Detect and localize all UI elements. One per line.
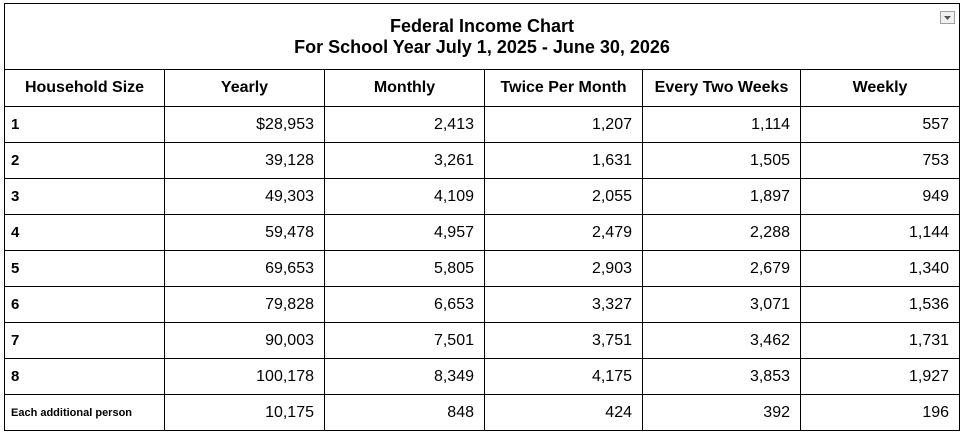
every-two-weeks-cell: 3,462	[643, 323, 801, 359]
household-size-cell: 4	[5, 215, 165, 251]
monthly-cell: 6,653	[325, 287, 485, 323]
twice-per-month-cell: 1,631	[485, 143, 643, 179]
every-two-weeks-cell: 1,897	[643, 179, 801, 215]
weekly-cell: 1,144	[801, 215, 960, 251]
header-household-size: Household Size	[5, 70, 165, 107]
weekly-cell: 1,927	[801, 359, 960, 395]
table-row	[5, 395, 960, 431]
monthly-cell: 8,349	[325, 359, 485, 395]
every-two-weeks-cell: 1,114	[643, 107, 801, 143]
table-title	[5, 4, 960, 70]
yearly-cell: 39,128	[165, 143, 325, 179]
chevron-down-icon[interactable]	[940, 11, 955, 24]
every-two-weeks-cell: 3,853	[643, 359, 801, 395]
monthly-cell: 5,805	[325, 251, 485, 287]
weekly-cell: 753	[801, 143, 960, 179]
weekly-cell: 1,731	[801, 323, 960, 359]
monthly-cell: 7,501	[325, 323, 485, 359]
every-two-weeks-cell: 1,505	[643, 143, 801, 179]
twice-per-month-cell: 2,903	[485, 251, 643, 287]
title-row	[5, 4, 960, 70]
household-size-cell: Each additional person	[5, 395, 165, 431]
income-chart-container	[4, 3, 961, 431]
monthly-cell: 4,957	[325, 215, 485, 251]
yearly-cell: 49,303	[165, 179, 325, 215]
weekly-cell: 196	[801, 395, 960, 431]
every-two-weeks-cell: 392	[643, 395, 801, 431]
yearly-cell: 69,653	[165, 251, 325, 287]
table-row	[5, 215, 960, 251]
table-row	[5, 251, 960, 287]
household-size-cell: 7	[5, 323, 165, 359]
twice-per-month-cell: 2,055	[485, 179, 643, 215]
twice-per-month-cell: 3,327	[485, 287, 643, 323]
household-size-cell: 3	[5, 179, 165, 215]
weekly-cell: 1,340	[801, 251, 960, 287]
weekly-cell: 557	[801, 107, 960, 143]
monthly-cell: 3,261	[325, 143, 485, 179]
monthly-cell: 2,413	[325, 107, 485, 143]
header-yearly: Yearly	[165, 70, 325, 107]
twice-per-month-cell: 1,207	[485, 107, 643, 143]
weekly-cell: 1,536	[801, 287, 960, 323]
household-size-cell: 1	[5, 107, 165, 143]
twice-per-month-cell: 424	[485, 395, 643, 431]
title-line-1: Federal Income Chart	[389, 15, 575, 36]
table-row	[5, 287, 960, 323]
every-two-weeks-cell: 2,288	[643, 215, 801, 251]
twice-per-month-cell: 4,175	[485, 359, 643, 395]
household-size-cell: 6	[5, 287, 165, 323]
title-line-2: For School Year July 1, 2025 - June 30, 2026	[294, 36, 670, 57]
yearly-cell: $28,953	[165, 107, 325, 143]
table-row	[5, 179, 960, 215]
every-two-weeks-cell: 2,679	[643, 251, 801, 287]
table-row	[5, 323, 960, 359]
every-two-weeks-cell: 3,071	[643, 287, 801, 323]
twice-per-month-cell: 3,751	[485, 323, 643, 359]
table-row	[5, 143, 960, 179]
twice-per-month-cell: 2,479	[485, 215, 643, 251]
household-size-cell: 5	[5, 251, 165, 287]
income-table	[4, 3, 960, 431]
header-weekly: Weekly	[801, 70, 960, 107]
header-twice-per-month: Twice Per Month	[485, 70, 643, 107]
yearly-cell: 100,178	[165, 359, 325, 395]
yearly-cell: 79,828	[165, 287, 325, 323]
yearly-cell: 90,003	[165, 323, 325, 359]
weekly-cell: 949	[801, 179, 960, 215]
header-row	[5, 70, 960, 107]
household-size-cell: 2	[5, 143, 165, 179]
yearly-cell: 10,175	[165, 395, 325, 431]
header-monthly: Monthly	[325, 70, 485, 107]
monthly-cell: 848	[325, 395, 485, 431]
header-every-two-weeks: Every Two Weeks	[643, 70, 801, 107]
monthly-cell: 4,109	[325, 179, 485, 215]
table-row	[5, 359, 960, 395]
yearly-cell: 59,478	[165, 215, 325, 251]
table-row	[5, 107, 960, 143]
household-size-cell: 8	[5, 359, 165, 395]
